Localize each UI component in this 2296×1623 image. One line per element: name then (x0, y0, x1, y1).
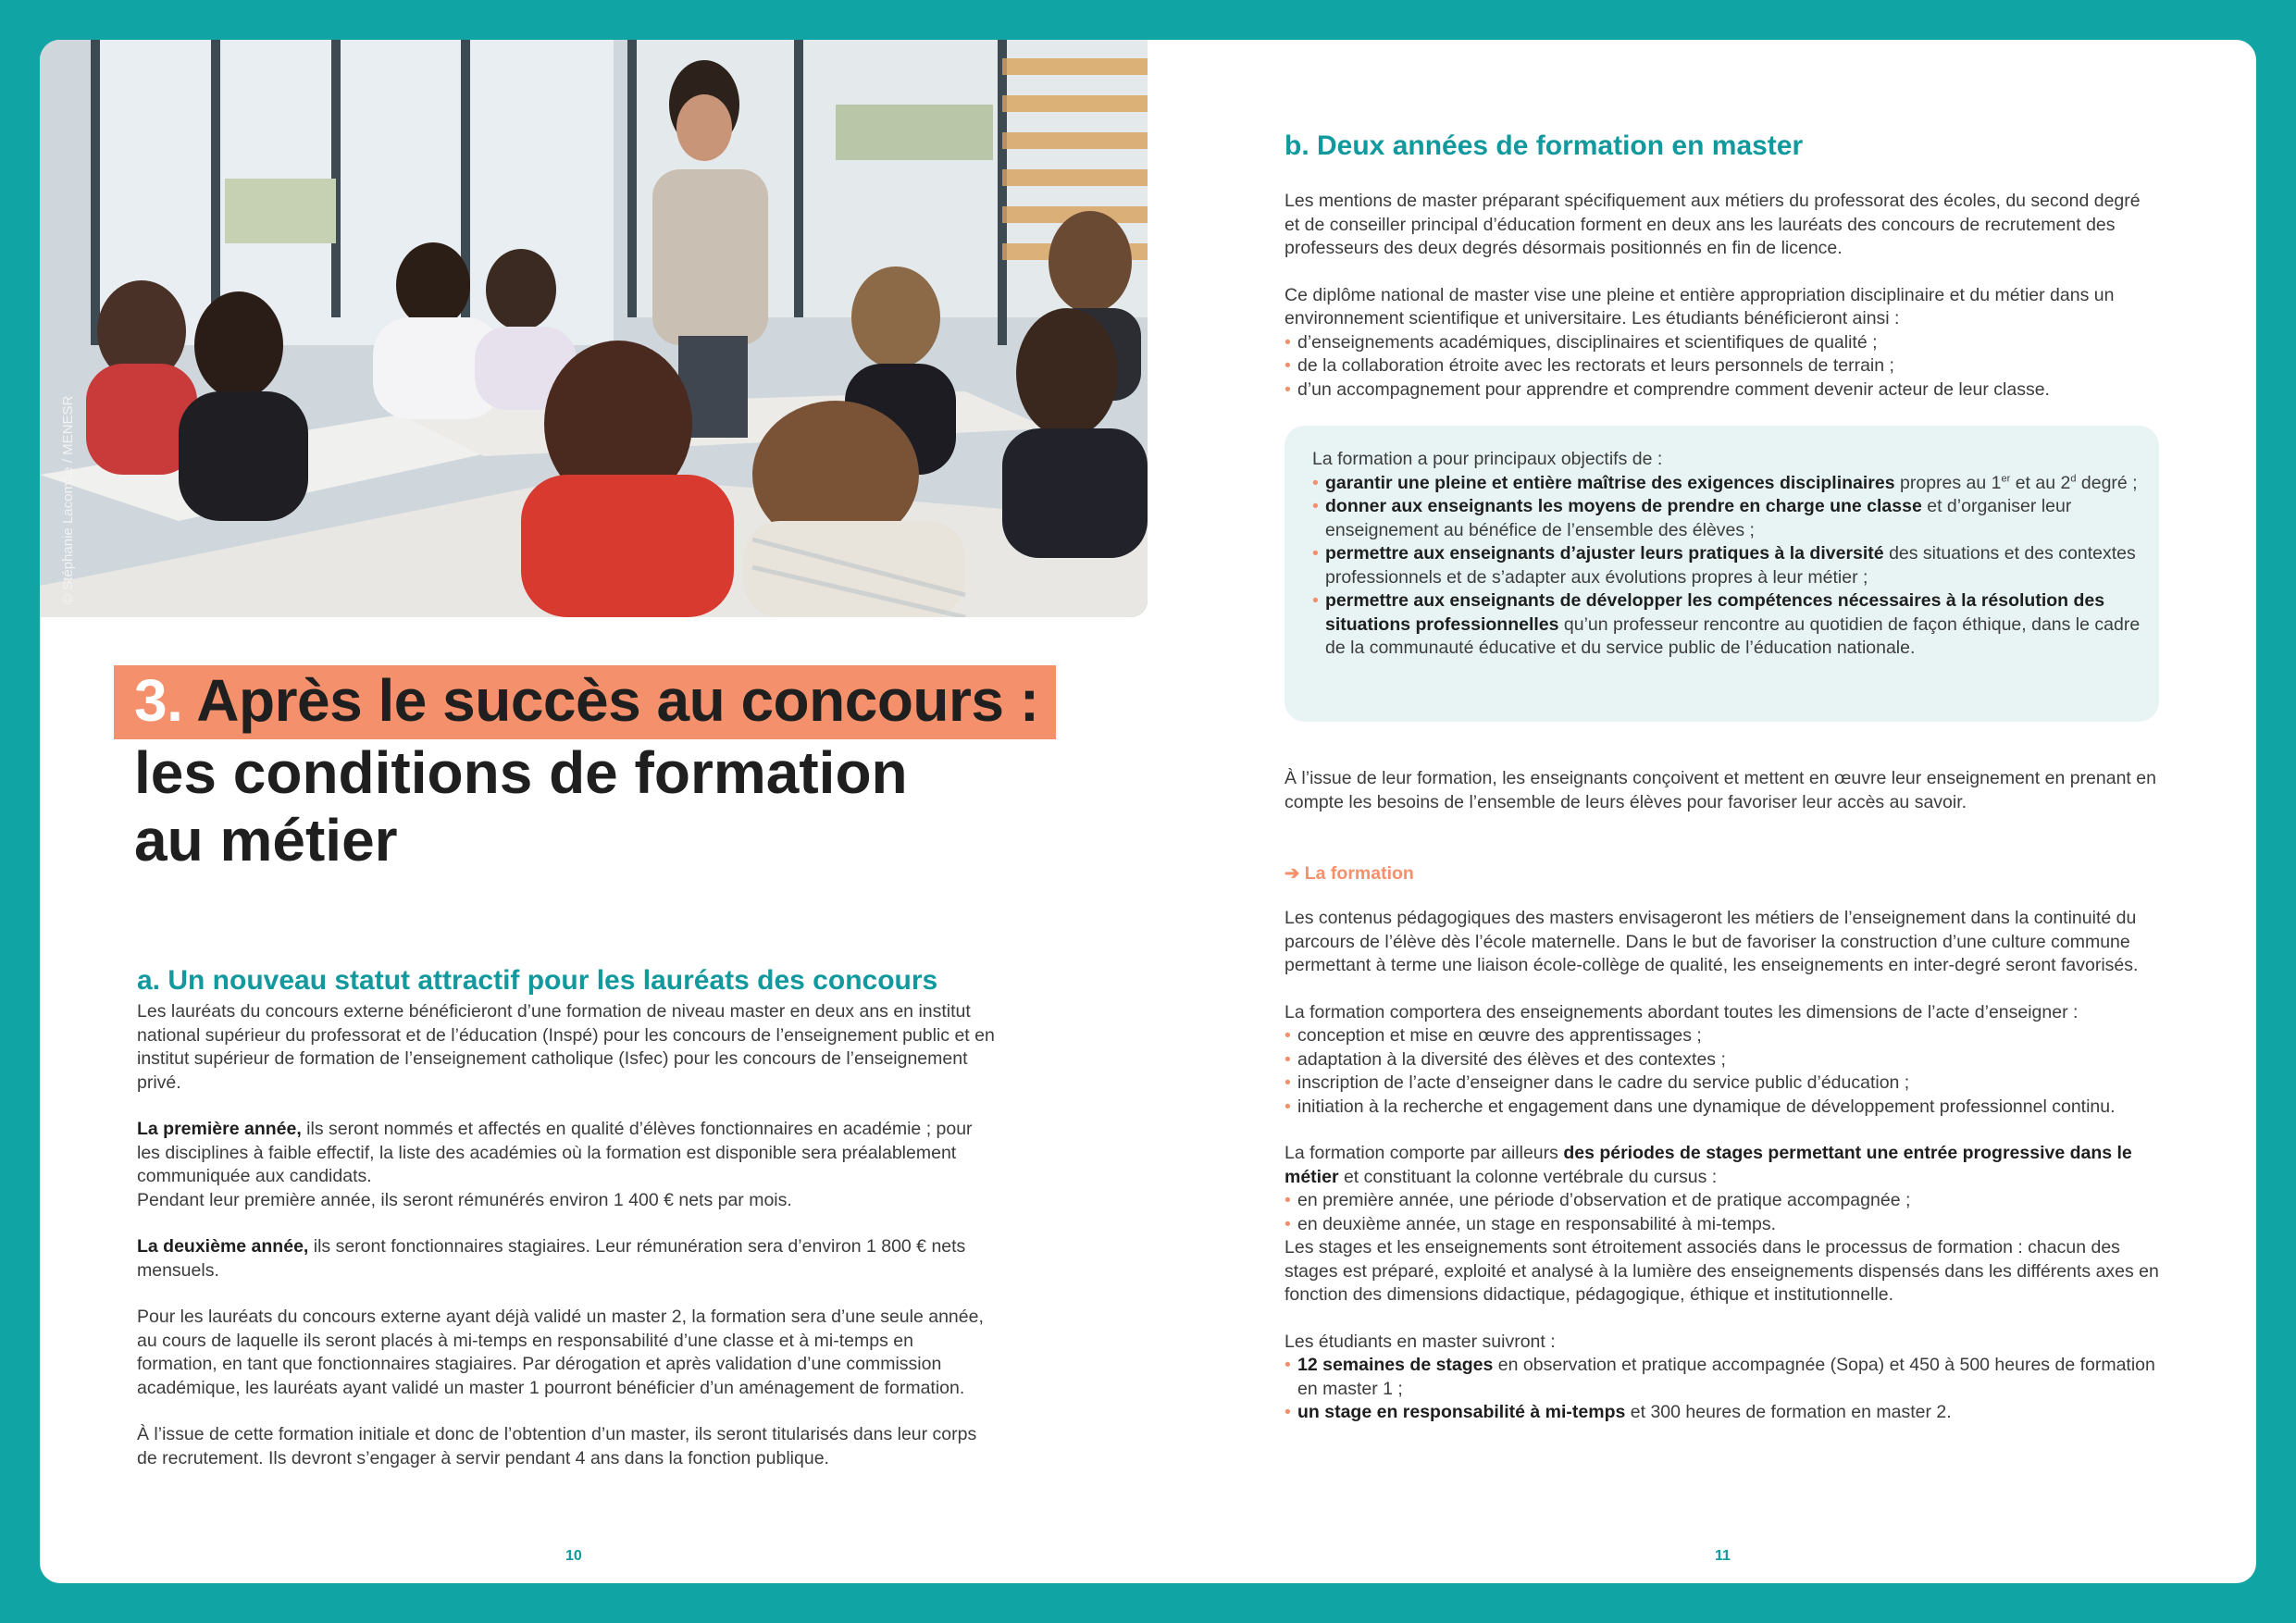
chapter-number: 3. (134, 667, 183, 734)
first-year-text: ils seront nommés et affectés en qualité d’élèves fonctionnaires en académie ; pour les disciplines à faible effectif, la liste des académies où la formation est disponible sera préalablement communiquée aux candidats. (137, 1119, 973, 1186)
objective-4-text: qu’un professeur rencontre au quotidien de façon éthique, dans le cadre de la communauté éducative et du service public de l’éducation nationale. (1325, 613, 2141, 658)
objective-2-text: et d’organiser leur enseignement au bénéfice de l’ensemble des élèves ; (1325, 496, 2072, 540)
stages-bold: des périodes de stages permettant une entrée progressive dans le métier (1285, 1143, 2132, 1187)
brochure-spread (40, 40, 2256, 1583)
objective-1-sup2: d (2070, 473, 2077, 484)
formation-dimensions-list (1285, 1024, 2159, 1119)
stages-text: La formation comporte par ailleurs (1285, 1143, 1564, 1163)
section-b-paragraph-2: Ce diplôme national de master vise une pleine et entière appropriation disciplinaire et du métier dans un environnement scientifique et universitaire. Les étudiants bénéficieront ainsi : (1285, 284, 2115, 328)
list-item (1312, 589, 2145, 661)
objective-1-sup: er (2001, 473, 2011, 484)
objective-3-bold: permettre aux enseignants d’ajuster leurs pratiques à la diversité (1325, 543, 1884, 564)
list-item (1285, 1354, 2159, 1401)
after-box-paragraph: À l’issue de leur formation, les enseignants conçoivent et mettent en œuvre leur enseignement en prenant en compte les besoins de l’ensemble de leurs élèves pour favoriser leur accès au savoir. (1285, 768, 2156, 812)
master2-paragraph: Pour les lauréats du concours externe ayant déjà validé un master 2, la formation sera d’une seule année, au cours de laquelle ils seront placés à mi-temps en responsabilité d’une classe et à mi-temps en formation, en tant que fonctionnaires stagiaires. Par dérogation et après validation d’une commission académique, les lauréats ayant validé un master 1 pourront bénéficier d’un aménagement de formation. (137, 1307, 984, 1398)
first-year-label: La première année, (137, 1119, 302, 1139)
list-item (1312, 495, 2145, 542)
section-a-heading: a. Un nouveau statut attractif pour les lauréats des concours (137, 965, 938, 996)
section-b-list (1285, 331, 2159, 403)
page-number-right: 11 (1715, 1548, 1731, 1564)
section-b-body (1285, 190, 2159, 402)
students-item-2-text: et 300 heures de formation en master 2. (1625, 1402, 1952, 1422)
objective-4-bold: permettre aux enseignants de développer les compétences nécessaires à la résolution des situations professionnelles (1325, 590, 2105, 635)
chapter-title (114, 665, 1056, 874)
list-item: • d’enseignements académiques, disciplinaires et scientifiques de qualité ; (1285, 331, 2159, 355)
list-item: • en deuxième année, un stage en responsabilité à mi-temps. (1285, 1213, 2159, 1237)
formation-body (1285, 907, 2159, 1425)
list-item (1312, 542, 2145, 589)
objective-3-text: des situations et des contextes professionnels et de s’adapter aux évolutions propres à leur métier ; (1325, 543, 2136, 588)
students-item-1-text: en observation et pratique accompagnée (Sopa) et 450 à 500 heures de formation en master 1 ; (1297, 1355, 2155, 1399)
stages-text2: et constituant la colonne vertébrale du cursus : (1338, 1166, 1718, 1187)
stages-list (1285, 1189, 2159, 1236)
first-year-salary: Pendant leur première année, ils seront rémunérés environ 1 400 € nets par mois. (137, 1189, 792, 1210)
stages-analysis-paragraph: Les stages et les enseignements sont étroitement associés dans le processus de formation : chacun des stages est préparé, exploité et analysé à la lumière des enseignements dispensés dans les différents axes en fonction des dimensions didactique, pédagogique, éthique et institutionnelle. (1285, 1237, 2159, 1305)
list-item (1285, 1401, 2159, 1425)
list-item: • inscription de l’acte d’enseigner dans le cadre du service public d’éducation ; (1285, 1072, 2159, 1096)
section-a-body (137, 1000, 998, 1493)
section-b-heading: b. Deux années de formation en master (1285, 130, 1804, 161)
chapter-title-rest: les conditions de formation au métier (134, 739, 908, 873)
second-year-text: ils seront fonctionnaires stagiaires. Leur rémunération sera d’environ 1 800 € nets mensuels. (137, 1236, 966, 1281)
students-list (1285, 1354, 2159, 1425)
formation-paragraph-1: Les contenus pédagogiques des masters envisageront les métiers de l’enseignement dans la continuité du parcours de l’élève dès l’école maternelle. Dans le but de favoriser la construction d’une culture commune permettant à terme une liaison école-collège de qualité, les enseignements en inter-degré seront favorisés. (1285, 908, 2139, 975)
objective-1-text3: degré ; (2076, 472, 2138, 493)
chapter-title-line1: Après le succès au concours : (182, 667, 1039, 734)
formation-paragraph-2: La formation comportera des enseignements abordant toutes les dimensions de l’acte d’enseigner : (1285, 1001, 2079, 1022)
list-item (1312, 472, 2145, 496)
list-item: • de la collaboration étroite avec les rectorats et leurs personnels de terrain ; (1285, 354, 2159, 378)
objective-1-bold: garantir une pleine et entière maîtrise des exigences disciplinaires (1325, 472, 1895, 493)
chapter-title-band (114, 665, 1056, 739)
students-intro: Les étudiants en master suivront : (1285, 1331, 1556, 1352)
objective-1-text: propres au 1 (1894, 472, 2002, 493)
section-b-paragraph-1: Les mentions de master préparant spécifiquement aux métiers du professorat des écoles, du second degré et de conseiller principal d’éducation forment en deux ans les lauréats des concours de recrutement des professeurs des deux degrés désormais positionnés en fin de licence. (1285, 191, 2141, 258)
second-year-paragraph (137, 1235, 998, 1282)
photo-credit: © Stéphanie Lacombe / MENESR (60, 395, 76, 604)
section-a-paragraph: Les lauréats du concours externe bénéficieront d’une formation de niveau master en deux ans en institut national supérieur du professorat et de l’éducation (Inspé) pour les concours de l’enseignement public et en institut supérieur de formation de l’enseignement catholique (Isfec) pour les concours de l’enseignement privé. (137, 1001, 995, 1093)
classroom-photo (40, 40, 1148, 617)
first-year-paragraph (137, 1118, 998, 1212)
objective-2-bold: donner aux enseignants les moyens de prendre en charge une classe (1325, 496, 1922, 516)
objectives-list (1312, 472, 2145, 661)
formation-heading: ➔ La formation (1285, 863, 1414, 884)
second-year-label: La deuxième année, (137, 1236, 309, 1257)
objective-1-text2: et au 2 (2010, 472, 2071, 493)
stages-paragraph (1285, 1142, 2159, 1189)
students-item-1-bold: 12 semaines de stages (1297, 1355, 1494, 1375)
list-item: • conception et mise en œuvre des apprentissages ; (1285, 1024, 2159, 1048)
list-item: • adaptation à la diversité des élèves et des contextes ; (1285, 1048, 2159, 1072)
list-item: • en première année, une période d’observation et de pratique accompagnée ; (1285, 1189, 2159, 1213)
page-number-left: 10 (565, 1548, 582, 1564)
list-item: • d’un accompagnement pour apprendre et comprendre comment devenir acteur de leur classe. (1285, 378, 2159, 403)
objectives-intro: La formation a pour principaux objectifs de : (1312, 449, 1663, 469)
list-item: • initiation à la recherche et engagement dans une dynamique de développement professionnel continu. (1285, 1096, 2159, 1120)
titularisation-paragraph: À l’issue de cette formation initiale et donc de l’obtention d’un master, ils seront titularisés dans leur corps de recrutement. Ils devront s’engager à servir pendant 4 ans dans la fonction publique. (137, 1424, 977, 1468)
students-item-2-bold: un stage en responsabilité à mi-temps (1297, 1402, 1626, 1422)
classroom-illustration (40, 40, 1148, 617)
objectives-body (1312, 448, 2145, 661)
